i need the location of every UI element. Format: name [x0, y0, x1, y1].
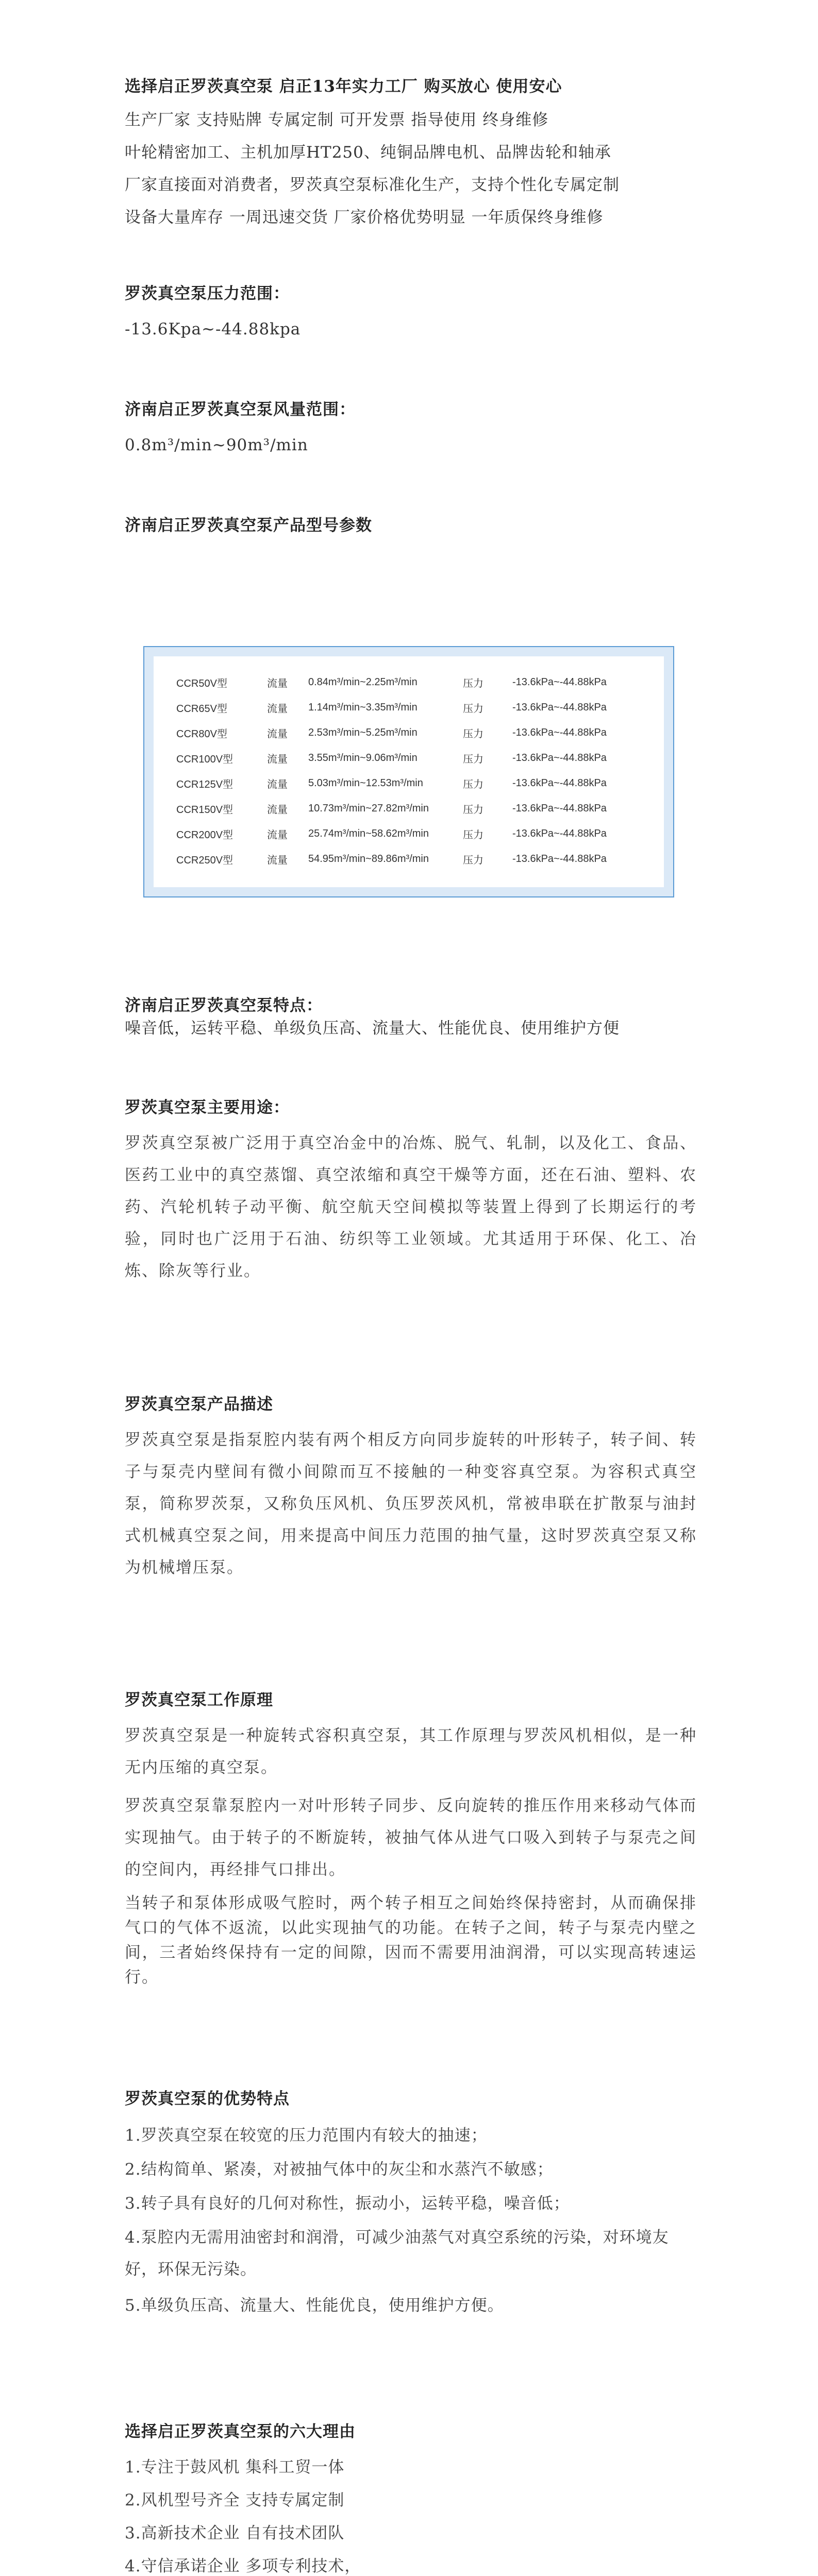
spec-model: CCR50V型: [176, 678, 227, 689]
airflow-value: 0.8m³/min~90m³/min: [125, 436, 308, 454]
spec-flow-label: 流量: [267, 678, 288, 689]
features-heading: 济南启正罗茨真空泵特点：: [125, 996, 323, 1015]
spec-row: [176, 745, 645, 771]
advantage-item-3: 3.转子具有良好的几何对称性，振动小，运转平稳，噪音低；: [125, 2194, 570, 2213]
intro-line-2: 叶轮精密加工、主机加厚HT250、纯铜品牌电机、品牌齿轮和轴承: [125, 143, 611, 162]
spec-row: [176, 720, 645, 745]
spec-flow: 54.95m³/min~89.86m³/min: [308, 853, 429, 865]
spec-flow: 5.03m³/min~12.53m³/min: [308, 777, 423, 789]
spec-row: [176, 670, 645, 695]
spec-pressure-label: 压力: [463, 678, 483, 689]
principle-para-2b: 当转子和泵体形成吸气腔时，两个转子相互之间始终保持密封，从而确保排气口的气体不返流，以此实现抽气的功能。在转子之间，转子与泵壳内壁之间，三者始终保持有一定的间隙，因而不需要用油润滑，可以实现高转速运行。: [125, 1894, 697, 1987]
uses-text: 罗茨真空泵被广泛用于真空冶金中的冶炼、脱气、轧制，以及化工、食品、医药工业中的真空蒸馏、真空浓缩和真空干燥等方面，还在石油、塑料、农药、汽轮机转子动平衡、航空航天空间模拟等装置上得到了长期运行的考验，同时也广泛用于石油、纺织等工业领域。尤其适用于环保、化工、冶炼、除灰等行业。: [125, 1134, 697, 1280]
spec-flow: 25.74m³/min~58.62m³/min: [308, 828, 429, 839]
spec-pressure: -13.6kPa~-44.88kPa: [512, 828, 607, 839]
spec-pressure: -13.6kPa~-44.88kPa: [512, 702, 607, 713]
spec-flow: 2.53m³/min~5.25m³/min: [308, 727, 418, 738]
spec-pressure: -13.6kPa~-44.88kPa: [512, 853, 607, 865]
spec-flow: 3.55m³/min~9.06m³/min: [308, 752, 418, 764]
spec-flow: 1.14m³/min~3.35m³/min: [308, 702, 418, 713]
advantages-heading: 罗茨真空泵的优势特点: [125, 2090, 290, 2108]
spec-row: [176, 771, 645, 796]
advantage-item-5: 5.单级负压高、流量大、性能优良，使用维护方便。: [125, 2296, 504, 2315]
spec-pressure: -13.6kPa~-44.88kPa: [512, 777, 607, 789]
description-heading: 罗茨真空泵产品描述: [125, 1395, 273, 1414]
spec-pressure: -13.6kPa~-44.88kPa: [512, 676, 607, 688]
spec-flow-label: 流量: [267, 728, 288, 740]
advantage-item-4: 4.泵腔内无需用油密封和润滑，可减少油蒸气对真空系统的污染，对环境友好，环保无污染。: [125, 2228, 669, 2279]
principle-para-2a: 罗茨真空泵靠泵腔内一对叶形转子同步、反向旋转的推压作用来移动气体而实现抽气。由于转子的不断旋转，被抽气体从进气口吸入到转子与泵壳之间的空间内，再经排气口排出。: [125, 1797, 697, 1879]
spec-model: CCR150V型: [176, 804, 233, 816]
spec-pressure-label: 压力: [463, 804, 483, 816]
spec-row: [176, 846, 645, 872]
spec-model: CCR250V型: [176, 855, 233, 866]
spec-pressure-label: 压力: [463, 703, 483, 715]
features-text: 噪音低，运转平稳、单级负压高、流量大、性能优良、使用维护方便: [125, 1019, 620, 1038]
reason-item-3: 3.高新技术企业 自有技术团队: [125, 2524, 345, 2543]
spec-flow-label: 流量: [267, 779, 288, 790]
reason-item-4: 4.守信承诺企业 多项专利技术，: [125, 2557, 361, 2575]
intro-heading: 选择启正罗茨真空泵 启正13年实力工厂 购买放心 使用安心: [125, 77, 562, 96]
reason-item-1: 1.专注于鼓风机 集科工贸一体: [125, 2458, 345, 2477]
spec-pressure-label: 压力: [463, 728, 483, 740]
spec-model: CCR100V型: [176, 754, 233, 765]
spec-flow-label: 流量: [267, 754, 288, 765]
intro-line-3: 厂家直接面对消费者，罗茨真空泵标准化生产，支持个性化专属定制: [125, 176, 620, 194]
spec-pressure-label: 压力: [463, 829, 483, 841]
spec-table-frame: [143, 646, 674, 897]
spec-row: [176, 821, 645, 846]
spec-pressure: -13.6kPa~-44.88kPa: [512, 803, 607, 814]
advantage-item-2: 2.结构简单、紧凑，对被抽气体中的灰尘和水蒸汽不敏感；: [125, 2160, 554, 2179]
spec-flow-label: 流量: [267, 829, 288, 841]
spec-pressure: -13.6kPa~-44.88kPa: [512, 752, 607, 764]
reason-item-2: 2.风机型号齐全 支持专属定制: [125, 2491, 345, 2510]
spec-flow-label: 流量: [267, 855, 288, 866]
reasons-heading: 选择启正罗茨真空泵的六大理由: [125, 2422, 356, 2441]
uses-heading: 罗茨真空泵主要用途：: [125, 1098, 290, 1117]
intro-line-1: 生产厂家 支持贴牌 专属定制 可开发票 指导使用 终身维修: [125, 111, 549, 129]
advantage-item-1: 1.罗茨真空泵在较宽的压力范围内有较大的抽速；: [125, 2126, 488, 2145]
spec-pressure-label: 压力: [463, 779, 483, 790]
specs-heading: 济南启正罗茨真空泵产品型号参数: [125, 516, 372, 535]
pressure-value: -13.6Kpa~-44.88kpa: [125, 320, 301, 338]
description-text: 罗茨真空泵是指泵腔内装有两个相反方向同步旋转的叶形转子，转子间、转子与泵壳内壁间有微小间隙而互不接触的一种变容真空泵。为容积式真空泵，简称罗茨泵，又称负压风机、负压罗茨风机，常被串联在扩散泵与油封式机械真空泵之间，用来提高中间压力范围的抽气量，这时罗茨真空泵又称为机械增压泵。: [125, 1431, 697, 1577]
spec-flow-label: 流量: [267, 703, 288, 715]
principle-para-1: 罗茨真空泵是一种旋转式容积真空泵，其工作原理与罗茨风机相似，是一种无内压缩的真空泵。: [125, 1726, 697, 1777]
airflow-heading: 济南启正罗茨真空泵风量范围：: [125, 400, 356, 419]
principle-heading: 罗茨真空泵工作原理: [125, 1691, 273, 1709]
spec-model: CCR125V型: [176, 779, 233, 790]
pressure-heading: 罗茨真空泵压力范围：: [125, 284, 290, 303]
spec-row: [176, 695, 645, 720]
spec-pressure-label: 压力: [463, 754, 483, 765]
spec-flow: 10.73m³/min~27.82m³/min: [308, 803, 429, 814]
spec-model: CCR65V型: [176, 703, 227, 715]
intro-line-4: 设备大量库存 一周迅速交货 厂家价格优势明显 一年质保终身维修: [125, 208, 604, 227]
spec-model: CCR200V型: [176, 829, 233, 841]
spec-model: CCR80V型: [176, 728, 227, 740]
spec-row: [176, 796, 645, 821]
spec-pressure: -13.6kPa~-44.88kPa: [512, 727, 607, 738]
spec-flow-label: 流量: [267, 804, 288, 816]
spec-pressure-label: 压力: [463, 855, 483, 866]
spec-table: [154, 656, 664, 887]
spec-flow: 0.84m³/min~2.25m³/min: [308, 676, 418, 688]
